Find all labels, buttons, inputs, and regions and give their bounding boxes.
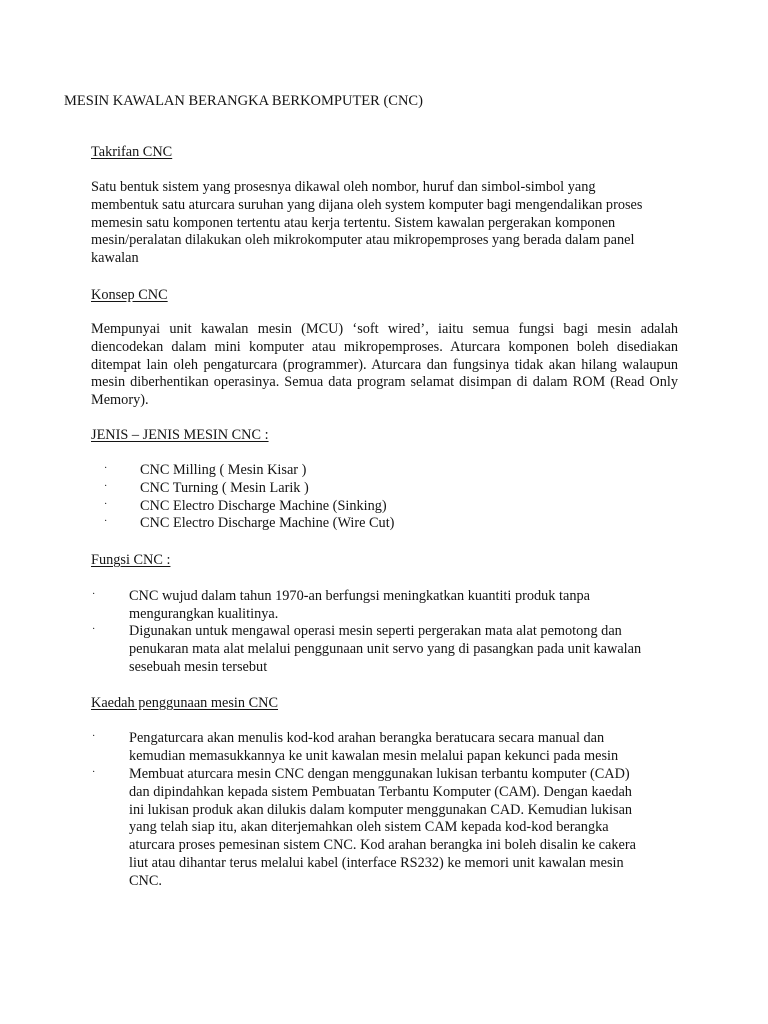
bullet: · <box>104 463 108 474</box>
bullet: · <box>92 624 96 635</box>
definition-heading: Takrifan CNC <box>91 144 173 160</box>
functions-heading: Fungsi CNC : <box>91 552 171 568</box>
bullet-line: penukaran mata alat melalui penggunaan unit servo yang di pasangkan pada unit kawalan <box>129 640 642 657</box>
bullet-line: aturcara proses pemesinan sistem CNC. Kod arahan berangka ini boleh disalin ke cakera <box>129 837 636 854</box>
types-list-container <box>104 462 659 533</box>
definition-line: memesin satu komponen tertentu atau kerja tertentu. Sistem kawalan pergerakan komponen <box>91 214 616 231</box>
functions-list-item <box>92 588 689 624</box>
types-heading: JENIS – JENIS MESIN CNC : <box>91 427 269 443</box>
bullet-line: kemudian memasukkannya ke unit kawalan mesin melalui papan kekunci pada mesin <box>129 747 619 764</box>
bullet-line: ini lukisan produk akan dilukis dalam komputer menggunakan CAD. Kemudian lukisan <box>129 801 633 818</box>
concept-heading: Konsep CNC <box>91 287 168 303</box>
bullet: · <box>104 498 108 510</box>
bullet-line: sesebuah mesin tersebut <box>129 658 268 675</box>
list-item <box>104 497 659 516</box>
bullet-line: liut atau dihantar terus melalui kabel (interface RS232) ke memori unit kawalan mesin <box>129 854 624 871</box>
bullet-line: Pengaturcara akan menulis kod-kod arahan berangka beratucara secara manual dan <box>129 730 605 746</box>
bullet-line: Membuat aturcara mesin CNC dengan menggunakan lukisan terbantu komputer (CAD) <box>129 766 630 782</box>
types-list <box>104 462 659 533</box>
list-item <box>104 479 659 498</box>
methods-heading: Kaedah penggunaan mesin CNC <box>91 695 279 711</box>
list-item-text: CNC Milling ( Mesin Kisar ) <box>140 462 307 478</box>
bullet: · <box>104 516 108 528</box>
definition-paragraph <box>91 179 691 268</box>
list-item <box>104 462 659 480</box>
definition-line: mesin/peralatan dilakukan oleh mikrokomputer atau mikropemproses yang berada dalam panel <box>91 232 635 249</box>
bullet: · <box>104 480 108 492</box>
list-item <box>104 515 659 533</box>
bullet-line: mengurangkan kualitinya. <box>129 605 279 622</box>
concept-paragraph: Mempunyai unit kawalan mesin (MCU) ‘soft wired’, iaitu semua fungsi bagi mesin adalah diencodekan dalam mini komputer atau mikropemproses. Aturcara komponen boleh disediakan ditempat lain oleh pengaturcara (programmer). Aturcara dan fungsinya tidak akan hilang walaupun mesin diberhentikan operasinya. Semua data program selamat disimpan di dalam ROM (Read Only Memory). <box>91 321 678 409</box>
definition-line: membentuk satu aturcara suruhan yang dijana oleh system komputer bagi mengendalikan proses <box>91 196 643 213</box>
methods-list-item <box>92 730 689 766</box>
methods-list-item <box>92 766 689 891</box>
bullet: · <box>92 589 96 600</box>
list-item-text: CNC Turning ( Mesin Larik ) <box>140 479 309 496</box>
functions-list-item <box>92 623 689 676</box>
bullet-line: CNC. <box>129 872 162 889</box>
bullet: · <box>92 767 96 778</box>
bullet-line: dan dipindahkan kepada sistem Pembuatan Terbantu Komputer (CAM). Dengan kaedah <box>129 783 632 800</box>
bullet: · <box>92 731 96 742</box>
bullet-line: Digunakan untuk mengawal operasi mesin seperti pergerakan mata alat pemotong dan <box>129 623 622 639</box>
document-title: MESIN KAWALAN BERANGKA BERKOMPUTER (CNC) <box>64 93 423 109</box>
list-item-text: CNC Electro Discharge Machine (Sinking) <box>140 497 387 514</box>
bullet-line: CNC wujud dalam tahun 1970-an berfungsi meningkatkan kuantiti produk tanpa <box>129 588 590 604</box>
definition-line: kawalan <box>91 250 139 267</box>
definition-line: Satu bentuk sistem yang prosesnya dikawal oleh nombor, huruf dan simbol-simbol yang <box>91 179 596 195</box>
bullet-line: yang telah siap itu, akan diterjemahkan oleh sistem CAM kepada kod-kod berangka <box>129 819 609 836</box>
list-item-text: CNC Electro Discharge Machine (Wire Cut) <box>140 515 395 532</box>
